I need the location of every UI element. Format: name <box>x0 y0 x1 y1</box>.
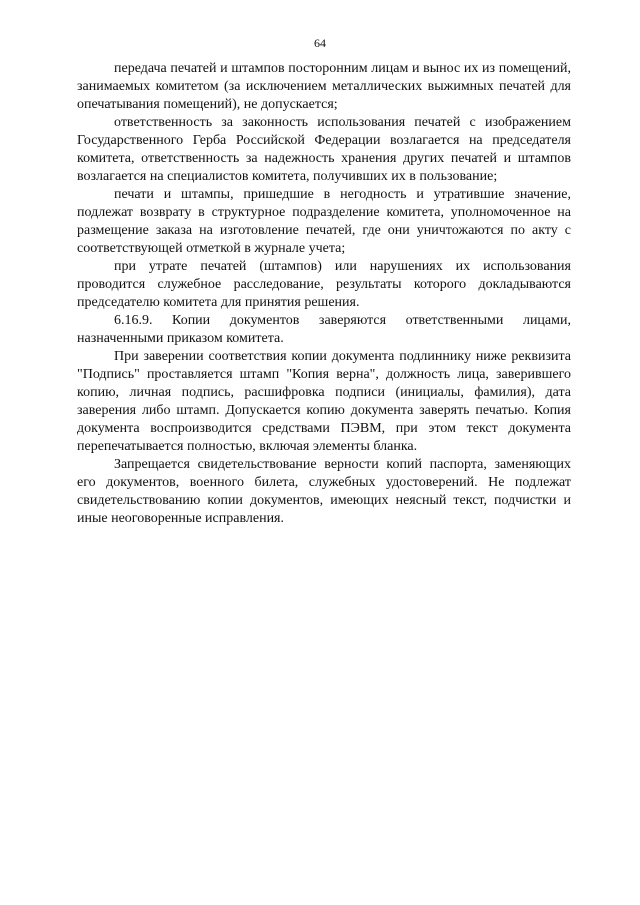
paragraph-section-6-16-9: 6.16.9. Копии документов заверяются ответственными лицами, назначенными приказом комитета. <box>77 313 571 346</box>
paragraph-certification-prohibition: Запрещается свидетельствование верности копий паспорта, заменяющих его документов, военного билета, служебных удостоверений. Не подлежат свидетельствованию копии документов, имеющих неясный текст, подчистки и иные неоговоренные исправления. <box>77 457 571 526</box>
paragraph-copy-certification: При заверении соответствия копии документа подлиннику ниже реквизита "Подпись" проставляется штамп "Копия верна", должность лица, заверившего копию, личная подпись, расшифровка подписи (инициалы, фамилия), дата заверения либо штамп. Допускается копию документа заверять печатью. Копия документа воспроизводится средствами ПЭВМ, при этом текст документа перепечатывается полностью, включая элементы бланка. <box>77 349 571 454</box>
paragraph-seal-disposal: печати и штампы, пришедшие в негодность и утратившие значение, подлежат возврату в структурное подразделение комитета, уполномоченное на размещение заказа на изготовление печатей, где они уничтожаются по акту с соответствующей отметкой в журнале учета; <box>77 187 571 256</box>
paragraph-seal-transfer: передача печатей и штампов посторонним лицам и вынос их из помещений, занимаемых комитетом (за исключением металлических выжимных печатей для опечатывания помещений), не допускается; <box>77 61 571 112</box>
paragraph-seal-responsibility: ответственность за законность использования печатей с изображением Государственного Герба Российской Федерации возлагается на председателя комитета, ответственность за надежность хранения других печатей и штампов возлагается на специалистов комитета, получивших их в пользование; <box>77 115 571 184</box>
document-body <box>77 60 571 528</box>
page-number: 64 <box>314 36 326 50</box>
paragraph-seal-loss: при утрате печатей (штампов) или нарушениях их использования проводится служебное расследование, результаты которого докладываются председателю комитета для принятия решения. <box>77 259 571 310</box>
